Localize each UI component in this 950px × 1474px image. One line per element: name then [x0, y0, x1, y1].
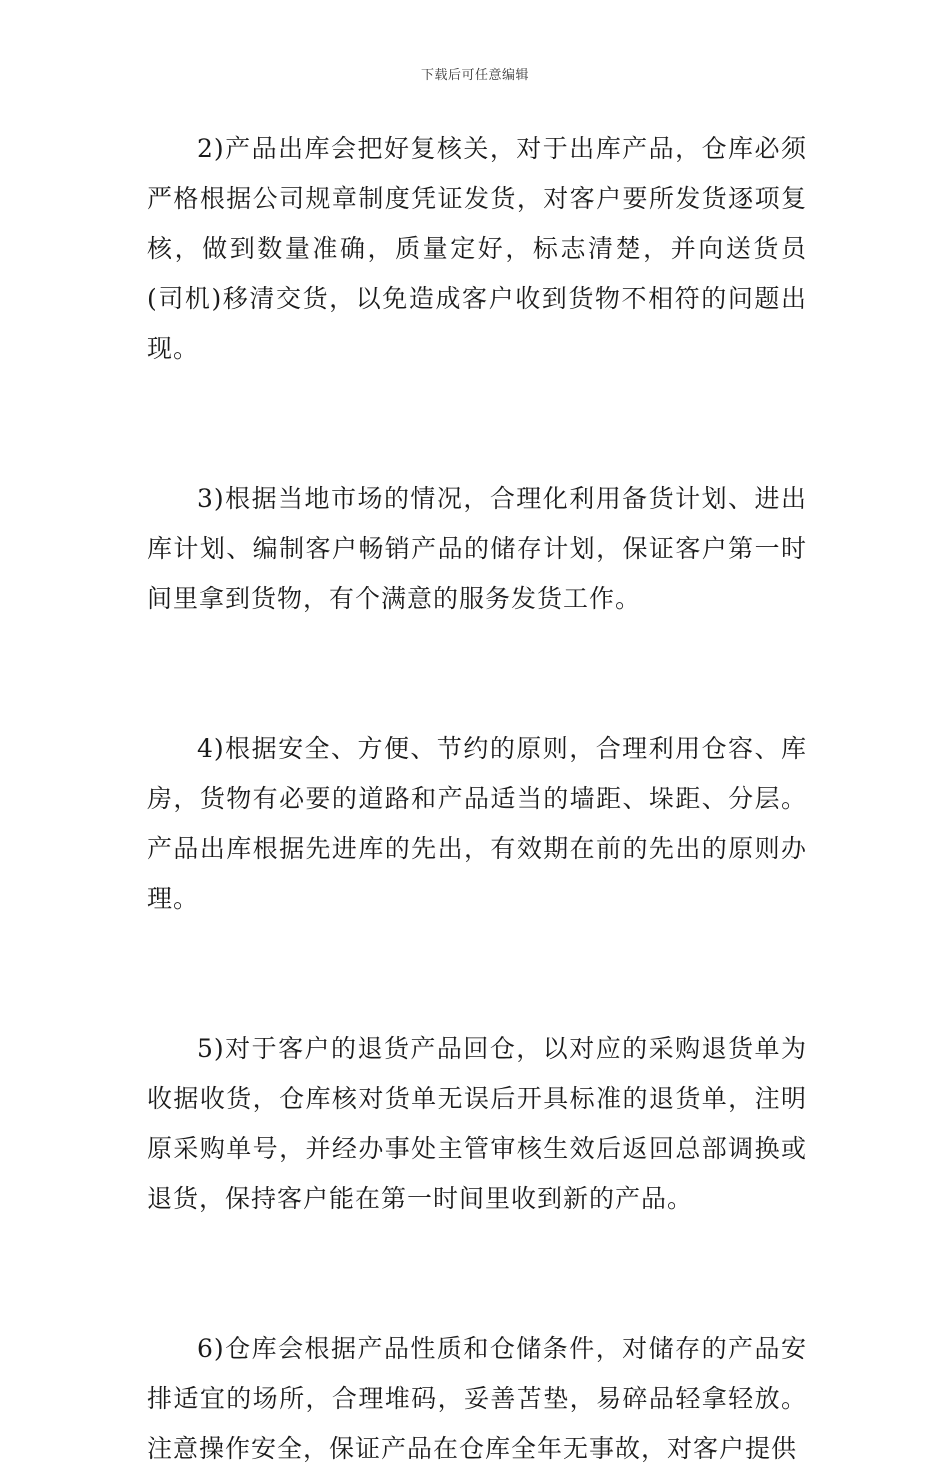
paragraph-6: 6)仓库会根据产品性质和仓储条件，对储存的产品安排适宜的场所，合理堆码，妥善苫垫，易碎品轻拿轻放。注意操作安全，保证产品在仓库全年无事故，对客户提供 — [147, 1334, 807, 1463]
header-note: 下载后可任意编辑 — [420, 68, 529, 83]
paragraph-2: 2)产品出库会把好复核关，对于出库产品，仓库必须严格根据公司规章制度凭证发货，对客户要所发货逐项复核，做到数量准确，质量定好，标志清楚，并向送货员(司机)移清交货，以免造成客户收到货物不相符的问题出现。 — [147, 134, 807, 363]
paragraph-4: 4)根据安全、方便、节约的原则，合理利用仓容、库房，货物有必要的道路和产品适当的墙距、垛距、分层。产品出库根据先进库的先出，有效期在前的先出的原则办理。 — [147, 734, 807, 913]
document-body — [147, 124, 807, 1474]
paragraph-3: 3)根据当地市场的情况，合理化利用备货计划、进出库计划、编制客户畅销产品的储存计划，保证客户第一时间里拿到货物，有个满意的服务发货工作。 — [147, 484, 807, 613]
paragraph-5: 5)对于客户的退货产品回仓，以对应的采购退货单为收据收货，仓库核对货单无误后开具标准的退货单，注明原采购单号，并经办事处主管审核生效后返回总部调换或退货，保持客户能在第一时间里收到新的产品。 — [147, 1034, 807, 1213]
